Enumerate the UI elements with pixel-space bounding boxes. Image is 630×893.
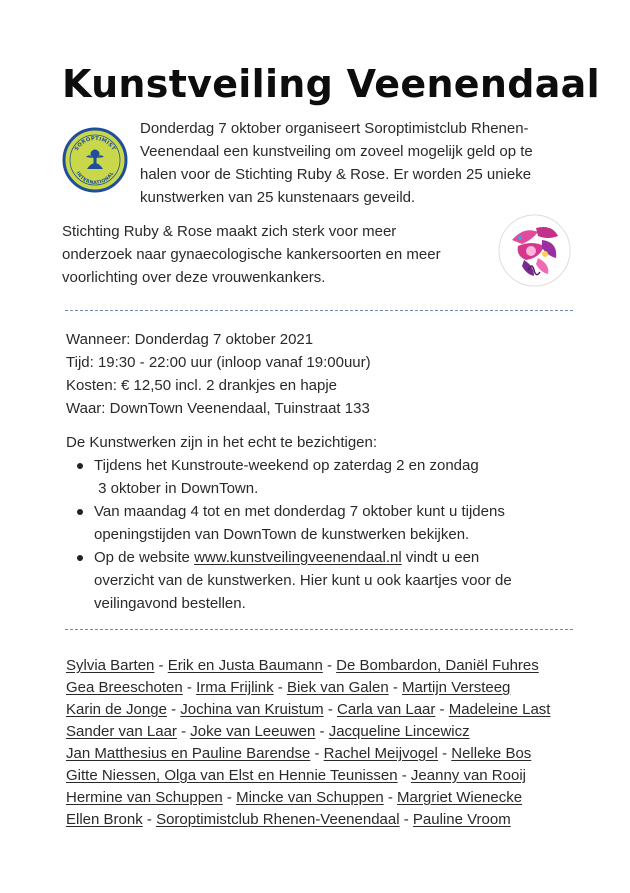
list-item-text: 3 oktober in DownTown.: [94, 480, 259, 497]
event-cost: Kosten: € 12,50 incl. 2 drankjes en hapje: [66, 377, 338, 394]
artist-link[interactable]: Hermine van Schuppen: [66, 789, 223, 806]
artist-link[interactable]: Pauline Vroom: [412, 811, 511, 828]
ruby-rose-logo: [498, 214, 571, 287]
artist-link[interactable]: Madeleine Last: [448, 701, 551, 718]
artist-link[interactable]: Nelleke Bos: [451, 745, 532, 762]
artist-link[interactable]: Margriet Wienecke: [397, 789, 523, 806]
event-details: [66, 328, 576, 615]
website-link[interactable]: www.kunstveilingveenendaal.nl: [194, 549, 402, 566]
ruby-line: voorlichting over deze vrouwenkankers.: [62, 269, 326, 286]
artist-line: [66, 809, 606, 831]
artist-link[interactable]: Biek van Galen: [286, 679, 389, 696]
artist-link[interactable]: Gea Breeschoten: [66, 679, 183, 696]
artist-link[interactable]: Rachel Meijvogel: [323, 745, 438, 762]
artist-line: [66, 677, 606, 699]
artist-separator: -: [154, 657, 168, 674]
artist-separator: -: [315, 723, 329, 740]
list-item: [94, 500, 576, 546]
artist-link[interactable]: De Bombardon, Daniël Fuhres: [336, 657, 539, 674]
intro-line: Veenendaal een kunstveiling om zoveel mogelijk geld op te: [140, 143, 533, 160]
intro-line: halen voor de Stichting Ruby & Rose. Er worden 25 unieke: [140, 166, 532, 183]
artist-link[interactable]: Joke van Leeuwen: [190, 723, 316, 740]
soroptimist-logo: [62, 127, 128, 193]
artist-separator: -: [176, 723, 191, 740]
artist-link[interactable]: Karin de Jonge: [66, 701, 167, 718]
section-divider: [65, 310, 573, 311]
artist-link[interactable]: Jeanny van Rooij: [410, 767, 526, 784]
list-item-text: openingstijden van DownTown de kunstwerken bekijken.: [94, 526, 470, 543]
artist-line: [66, 743, 606, 765]
list-item-text: veilingavond bestellen.: [94, 595, 246, 612]
artist-link[interactable]: Martijn Versteeg: [402, 679, 511, 696]
artist-link[interactable]: Erik en Justa Baumann: [167, 657, 323, 674]
artist-separator: -: [142, 811, 157, 828]
event-date: Wanneer: Donderdag 7 oktober 2021: [66, 331, 314, 348]
artist-separator: -: [397, 767, 411, 784]
artist-line: [66, 787, 606, 809]
svg-text:SOROPTIMIST: SOROPTIMIST: [73, 135, 117, 152]
list-item-text: Van maandag 4 tot en met donderdag 7 oktober kunt u tijdens: [94, 503, 505, 520]
artist-link[interactable]: Sander van Laar: [66, 723, 177, 740]
ruby-line: Stichting Ruby & Rose maakt zich sterk voor meer: [62, 223, 397, 240]
ruby-rose-paragraph: [62, 220, 492, 289]
artist-link[interactable]: Jan Matthesius en Pauline Barendse: [66, 745, 311, 762]
artist-link[interactable]: Carla van Laar: [337, 701, 436, 718]
ruby-line: onderzoek naar gynaecologische kankersoorten en meer: [62, 246, 441, 263]
list-item-text: vindt u een: [401, 549, 480, 566]
artist-line: [66, 721, 606, 743]
artist-separator: -: [310, 745, 324, 762]
artist-link[interactable]: Jacqueline Lincewicz: [328, 723, 470, 740]
artist-link[interactable]: Mincke van Schuppen: [236, 789, 384, 806]
artist-separator: -: [435, 701, 449, 718]
artist-link[interactable]: Ellen Bronk: [66, 811, 143, 828]
artist-separator: -: [322, 657, 337, 674]
artist-line: [66, 765, 606, 787]
list-item-text: Tijdens het Kunstroute-weekend op zaterdag 2 en zondag: [94, 457, 479, 474]
intro-line: Donderdag 7 oktober organiseert Soroptimistclub Rhenen-: [140, 120, 529, 137]
artist-link[interactable]: Soroptimistclub Rhenen-Veenendaal: [156, 811, 400, 828]
event-location: Waar: DownTown Veenendaal, Tuinstraat 133: [66, 400, 370, 417]
artist-separator: -: [437, 745, 452, 762]
artist-separator: -: [166, 701, 181, 718]
section-divider: [65, 629, 573, 630]
artist-line: [66, 655, 606, 677]
artist-separator: -: [182, 679, 197, 696]
artist-list: [66, 655, 606, 831]
artist-separator: -: [323, 701, 337, 718]
intro-paragraph: [140, 117, 580, 209]
artist-separator: -: [383, 789, 398, 806]
artist-separator: -: [388, 679, 403, 696]
event-time: Tijd: 19:30 - 22:00 uur (inloop vanaf 19:00uur): [66, 354, 371, 371]
artist-link[interactable]: Jochina van Kruistum: [180, 701, 324, 718]
intro-line: kunstwerken van 25 kunstenaars geveild.: [140, 189, 416, 206]
artist-separator: -: [273, 679, 287, 696]
list-item-text: overzicht van de kunstwerken. Hier kunt u ook kaartjes voor de: [94, 572, 512, 589]
list-item: [94, 454, 576, 500]
artist-link[interactable]: Gitte Niessen, Olga van Elst en Hennie Teunissen: [66, 767, 398, 784]
artist-link[interactable]: Sylvia Barten: [66, 657, 155, 674]
artist-separator: -: [399, 811, 413, 828]
artist-separator: -: [222, 789, 237, 806]
viewing-intro: De Kunstwerken zijn in het echt te bezichtigen:: [66, 434, 378, 451]
artist-link[interactable]: Irma Frijlink: [196, 679, 274, 696]
artist-line: [66, 699, 606, 721]
viewing-list: [66, 454, 576, 615]
list-item: [94, 546, 576, 615]
svg-text:INTERNATIONAL: INTERNATIONAL: [74, 171, 116, 187]
page-title: Kunstveiling Veenendaal: [62, 62, 600, 106]
list-item-text: Op de website: [94, 549, 195, 566]
